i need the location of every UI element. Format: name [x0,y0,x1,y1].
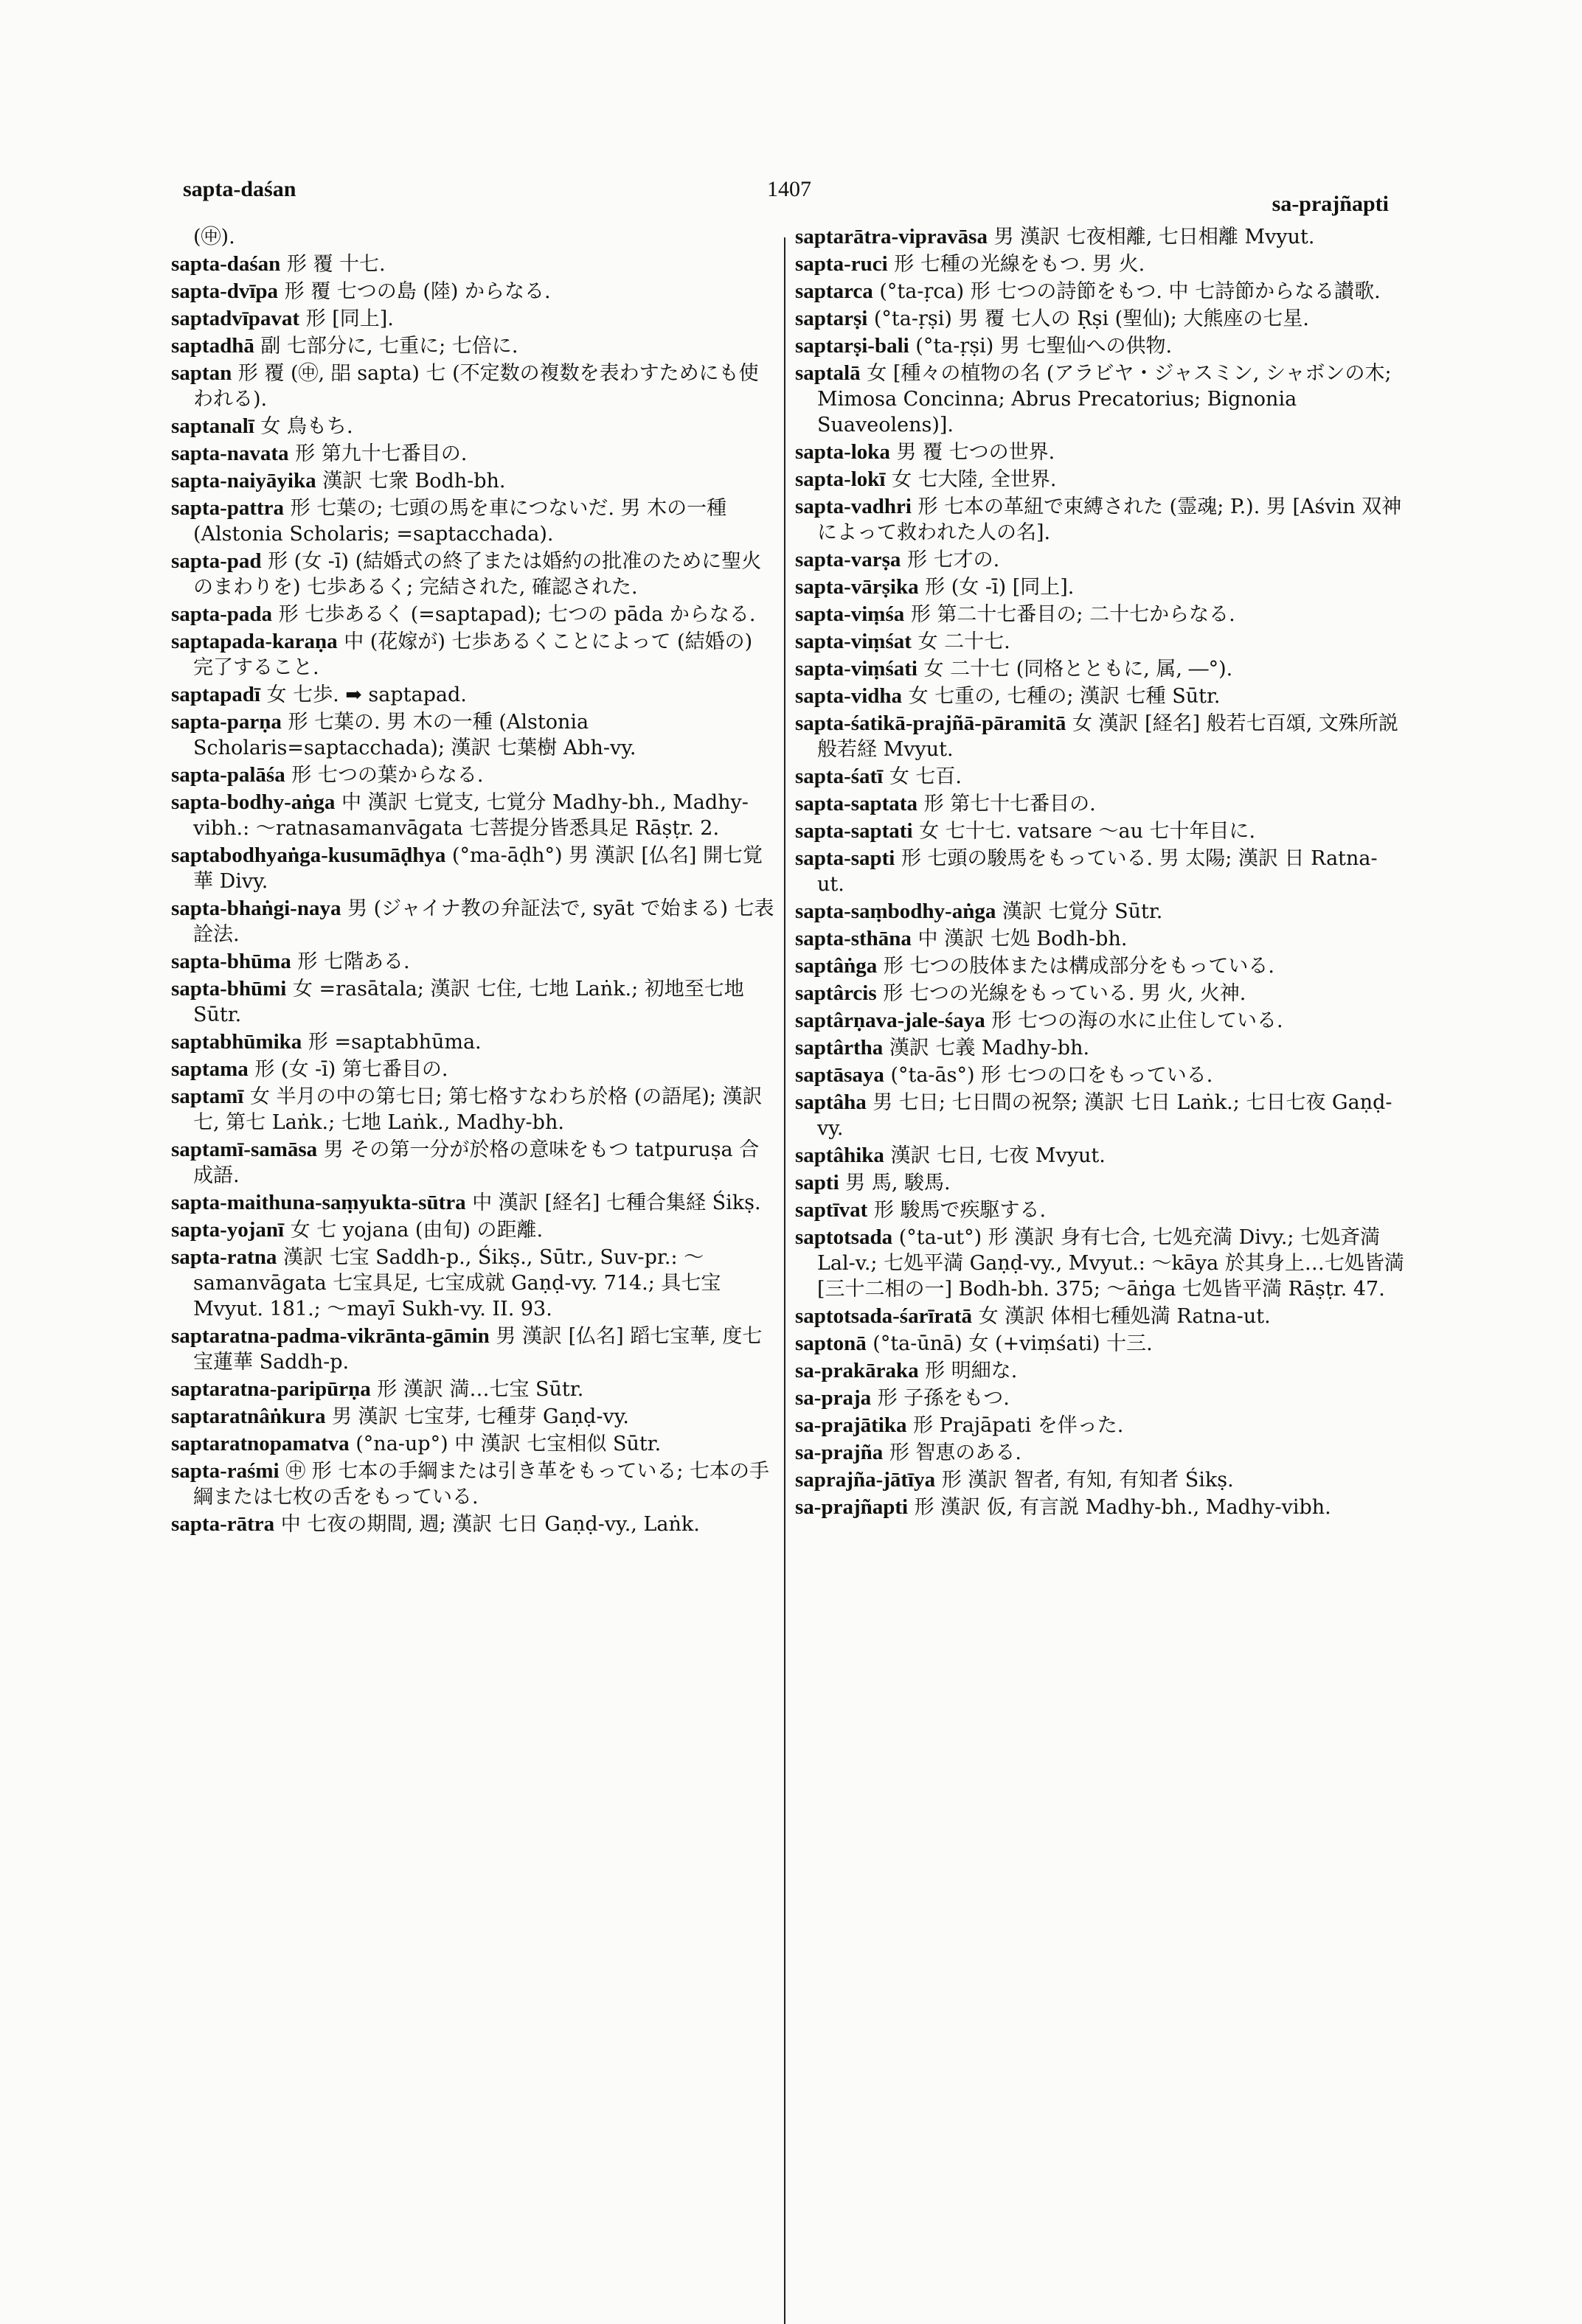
dictionary-entry [171,1245,776,1322]
headword: sapta-sapti [795,846,895,870]
definition: 漢訳 七日, 七夜 Mvyut. [890,1144,1106,1167]
dictionary-entry [795,711,1404,762]
definition: 中 七夜の期間, 週; 漢訳 七日 Gaṇḍ-vy., Laṅk. [280,1513,700,1536]
dictionary-entry [795,926,1404,952]
headword: sapta-śatī [795,765,884,788]
dictionary-entry [795,1331,1404,1357]
headword: sapta-saṃbodhy-aṅga [795,900,996,923]
definition: 形 (女 -ī) (結婚式の終了または婚約の批准のために聖火のまわりを) 七歩あるく; 完結された, 確認された. [193,550,762,599]
definition: 中 漢訳 [経名] 七種合集経 Śikṣ. [472,1191,761,1214]
definition: 男 漢訳 [仏名] 蹈七宝華, 度七宝蓮華 Saddh-p. [193,1325,763,1374]
headword: sapta-bhaṅgi-naya [171,897,341,920]
right-entry-list [795,224,1404,1520]
headword: saptotsada [795,1225,893,1249]
headword: saptâha [795,1090,867,1114]
headword: sapta-vadhri [795,495,912,518]
headword: sa-praja [795,1386,872,1410]
definition: 中 漢訳 七処 Bodh-bh. [917,928,1128,950]
definition: 形 駿馬で疾駆する. [873,1199,1047,1222]
headword: saptarātra-vipravāsa [795,225,988,248]
headword: saptīvat [795,1198,868,1222]
dictionary-entry [171,682,776,708]
definition: (°ta-ṛca) 形 七つの詩節をもつ. 中 七詩節からなる讃歌. [879,280,1381,303]
headword: saptârcis [795,981,877,1005]
headword: sapta-pada [171,602,272,626]
left-entry-list [171,251,776,1537]
dictionary-entry [795,439,1404,465]
dictionary-entry [795,953,1404,979]
dictionary-entry [171,1323,776,1375]
definition: 漢訳 七宝 Saddh-p., Śikṣ., Sūtr., Suv-pr.: ～samanvāgata 七宝具足, 七宝成就 Gaṇḍ-vy. 714.; 具七宝 Mvyut. 181.; ～mayī Sukh-vy. II. 93. [193,1246,721,1321]
headword: saptarṣi [795,307,868,330]
headword: sapta-palāśa [171,763,285,787]
headword: sapti [795,1171,839,1194]
headword: sapta-dvīpa [171,279,279,303]
headword: sapta-bhūma [171,950,291,973]
definition: 男 (ジャイナ教の弁証法で, syāt で始まる) 七表詮法. [193,897,774,946]
definition: 形 七葉の; 七頭の馬を車につないだ. 男 木の一種 (Alstonia Scholaris; =saptacchada). [193,497,727,546]
headword: sapta-bhūmi [171,977,287,1001]
definition: 女 七百. [889,765,962,788]
definition: 中 漢訳 七覚支, 七覚分 Madhy-bh., Madhy-vibh.: ～ratnasamanvāgata 七菩提分皆悉具足 Rāṣṭr. 2. [193,791,749,840]
definition: 形 七つの海の水に止住している. [991,1009,1283,1032]
definition: 女 七 yojana (由旬) の距離. [290,1219,544,1242]
definition: 形 (女 -ī) [同上]. [925,576,1075,599]
dictionary-entry [795,1062,1404,1088]
headword: sa-prakāraka [795,1359,919,1382]
definition: 男 その第一分が於格の意味をもつ tatpuruṣa 合成語. [193,1138,760,1187]
dictionary-entry [795,1170,1404,1196]
headword: saptaratnopamatva [171,1432,350,1455]
dictionary-entry [171,896,776,947]
headword: saptalā [795,361,861,385]
dictionary-entry [171,709,776,761]
headword: sapta-viṃśati [795,657,917,681]
headword: saptaratnâṅkura [171,1405,326,1428]
dictionary-entry [171,762,776,788]
dictionary-entry [795,306,1404,332]
definition: 形 七階ある. [297,950,410,973]
dictionary-entry [795,1225,1404,1302]
dictionary-entry [795,1090,1404,1141]
definition: 形 七つの肢体または構成部分をもっている. [883,955,1274,978]
definition: (°ma-āḍh°) 男 漢訳 [仏名] 開七覚華 Divy. [193,844,763,893]
page-header [0,0,1582,214]
dictionary-entry [795,224,1404,250]
headword: sapta-ratna [171,1245,277,1269]
definition: 形 七歩あるく (=saptapad); 七つの pāda からなる. [278,603,756,626]
dictionary-entry [171,1458,776,1510]
definition: 形 七つの葉からなる. [291,764,484,787]
dictionary-entry [795,1197,1404,1223]
headword: saptonā [795,1332,867,1355]
dictionary-entry [171,1431,776,1457]
definition: 男 漢訳 七夜相離, 七日相離 Mvyut. [993,226,1315,248]
definition: 形 明細な. [925,1360,1018,1382]
headword: saptapadī [171,683,260,706]
dictionary-entry [795,846,1404,897]
headword: sapta-pattra [171,496,285,520]
header-right-guideword: sa-prajñapti [1272,192,1389,216]
dictionary-entry [795,361,1404,438]
definition: 女 鳥もち. [260,415,353,438]
headword: saptârṇava-jale-śaya [795,1009,985,1032]
headword: sapta-parṇa [171,710,282,734]
headword: sapta-viṃśat [795,630,912,653]
dictionary-entry [795,899,1404,925]
definition: 女 漢訳 [経名] 般若七百頌, 文殊所説般若経 Mvyut. [817,712,1398,761]
headword: sa-prajñapti [795,1495,909,1519]
definition: 形 覆 七つの島 (陸) からなる. [284,280,551,303]
dictionary-entry [171,1511,776,1537]
dictionary-entry [171,1029,776,1055]
dictionary-entry [171,1217,776,1243]
dictionary-entry [795,1143,1404,1169]
dictionary-entry [795,1467,1404,1493]
definition: (°ta-ūnā) 女 (+viṃśati) 十三. [872,1332,1153,1355]
definition: 形 覆 (㊥, 㗊 sapta) 七 (不定数の複数を表わすためにも使われる). [193,362,759,411]
definition: 女 七十七. vatsare ～au 七十年目に. [919,820,1256,843]
headword: saptabodhyaṅga-kusumāḍhya [171,843,446,867]
definition: 女 [種々の植物の名 (アラビヤ・ジャスミン, シャボンの木; Mimosa Concinna; Abrus Precatorius; Bignonia Suaveolens)]. [817,362,1392,436]
dictionary-entry [171,251,776,277]
headword: saptāsaya [795,1063,884,1087]
headword: sapta-loka [795,440,890,464]
definition: 形 智恵のある. [889,1441,1021,1464]
headword: saptan [171,361,232,385]
headword: saptâṅga [795,954,878,978]
dictionary-entry [171,441,776,467]
headword: saptotsada-śarīratā [795,1304,973,1328]
dictionary-entry [795,333,1404,359]
headword: sa-prajātika [795,1413,907,1437]
definition: 女 =rasātala; 漢訳 七住, 七地 Laṅk.; 初地至七地 Sūtr. [193,978,744,1026]
dictionary-entry [795,279,1404,305]
definition: 形 (女 -ī) 第七番目の. [254,1058,448,1081]
definition: (°ta-ṛṣi) 男 覆 七人の Ṛṣi (聖仙); 大熊座の七星. [873,307,1309,330]
definition: 女 七重の, 七種の; 漢訳 七種 Sūtr. [908,685,1221,708]
definition: 形 [同上]. [305,307,394,330]
headword: saptabhūmika [171,1030,302,1054]
headword: saptama [171,1057,249,1081]
headword: sapta-śatikā-prajñā-pāramitā [795,712,1066,735]
dictionary-entry [171,602,776,627]
definition: 女 漢訳 体相七種処満 Ratna-ut. [978,1305,1271,1328]
headword: sapta-viṃśa [795,602,905,626]
headword: sapta-varṣa [795,548,901,571]
headword: saptarca [795,279,873,303]
headword: saptamī-samāsa [171,1138,318,1161]
dictionary-entry [795,764,1404,790]
definition: 形 第九十七番目の. [295,442,468,465]
headword: sapta-maithuna-saṃyukta-sūtra [171,1191,466,1214]
definition: 形 =saptabhūma. [308,1031,482,1054]
headword: sapta-naiyāyika [171,469,316,493]
definition: 男 漢訳 七宝芽, 七種芽 Gaṇḍ-vy. [332,1405,629,1428]
definition: 女 半月の中の第七日; 第七格すなわち於格 (の語尾); 漢訳 七, 第七 Laṅk.; 七地 Laṅk., Madhy-bh. [193,1085,763,1134]
definition: 形 第二十七番目の; 二十七からなる. [910,603,1235,626]
headword: saptanalī [171,414,254,438]
definition: (°ta-ut°) 形 漢訳 身有七合, 七処充満 Divy.; 七処斉満 Lal-v.; 七処平満 Gaṇḍ-vy., Mvyut.: ～kāya 於其身上…七処皆満 [三十二相の一] Bodh-bh. 375; ～āṅga 七処皆平満 Rāṣṭr. 47. [817,1226,1404,1301]
definition: 形 七種の光線をもつ. 男 火. [894,253,1145,276]
dictionary-entry [795,656,1404,682]
dictionary-entry [171,361,776,412]
headword: sapta-lokī [795,467,886,491]
headword: saptamī [171,1085,244,1108]
dictionary-entry [795,981,1404,1006]
dictionary-entry [795,494,1404,546]
headword: saptaratna-paripūrṇa [171,1377,371,1401]
headword: sapta-saptati [795,819,913,843]
headword: sapta-saptata [795,792,917,815]
definition: 形 覆 十七. [286,253,386,276]
column-divider [784,237,785,2324]
definition: 形 Prajāpati を伴った. [913,1414,1124,1437]
dictionary-entry [171,1404,776,1430]
dictionary-entry [171,949,776,975]
dictionary-entry [795,1385,1404,1411]
dictionary-entry [171,629,776,681]
dictionary-entry [795,467,1404,493]
headword: sapta-pad [171,549,262,573]
dictionary-entry [171,549,776,600]
definition: (°ta-ās°) 形 七つの口をもっている. [890,1064,1213,1087]
dictionary-entry [795,602,1404,627]
definition: (°ta-ṛṣi) 男 七聖仙への供物. [915,335,1173,358]
continuation-text: (㊥). [193,226,235,248]
dictionary-entry [795,791,1404,817]
definition: 女 七歩. ➡ saptapad. [266,683,467,706]
definition: 中 (花嫁が) 七歩あるくことによって (結婚の) 完了すること. [193,630,753,679]
definition: 男 七日; 七日間の祝祭; 漢訳 七日 Laṅk.; 七日七夜 Gaṇḍ-vy. [817,1091,1392,1140]
dictionary-entry [795,547,1404,573]
dictionary-entry [795,1358,1404,1384]
definition: 形 七つの光線をもっている. 男 火, 火神. [883,982,1246,1005]
page-number: 1407 [767,177,811,201]
dictionary-entry [795,683,1404,709]
dictionary-entry [171,468,776,494]
right-column [795,224,1404,1522]
dictionary-entry [171,1190,776,1216]
dictionary-entry [795,1495,1404,1520]
dictionary-entry [795,1413,1404,1438]
left-column [171,224,776,1539]
headword: saptârtha [795,1036,884,1060]
definition: (°na-up°) 中 漢訳 七宝相似 Sūtr. [355,1433,662,1455]
definition: 漢訳 七覚分 Sūtr. [1002,900,1163,923]
headword: sapta-navata [171,442,289,465]
headword: sapta-vārṣika [795,575,919,599]
definition: 形 七葉の. 男 木の一種 (Alstonia Scholaris=saptacchada); 漢訳 七葉樹 Abh-vy. [193,711,636,759]
headword: sapta-daśan [171,252,281,276]
dictionary-entry [171,1057,776,1082]
headword: saptarṣi-bali [795,334,909,358]
dictionary-entry [171,495,776,547]
definition: 女 二十七. [917,630,1010,653]
dictionary-entry [795,1304,1404,1329]
headword: saptâhika [795,1144,884,1167]
dictionary-entry [795,818,1404,844]
dictionary-entry [171,1377,776,1402]
definition: 形 七頭の駿馬をもっている. 男 太陽; 漢訳 日 Ratna-ut. [817,847,1378,896]
dictionary-entry [795,1035,1404,1061]
headword: sapta-ruci [795,252,888,276]
definition: 形 七本の革紐で束縛された (霊魂; P.). 男 [Aśvin 双神によって救われた人の名]. [817,495,1402,544]
dictionary-entry [795,574,1404,600]
headword: sapta-yojanī [171,1218,285,1242]
headword: sapta-sthāna [795,927,912,950]
headword: saptapada-karaṇa [171,630,338,653]
headword: saprajña-jātīya [795,1468,936,1492]
definition: 漢訳 七義 Madhy-bh. [889,1037,1090,1060]
headword: sapta-vidha [795,684,903,708]
dictionary-entry [171,279,776,305]
dictionary-entry [171,843,776,894]
headword: sapta-rātra [171,1512,275,1536]
dictionary-entry [795,1440,1404,1466]
definition: 副 七部分に, 七重に; 七倍に. [260,335,518,358]
dictionary-entry [795,629,1404,655]
headword: sa-prajña [795,1441,884,1464]
headword: saptaratna-padma-vikrānta-gāmin [171,1324,490,1348]
headword: sapta-raśmi [171,1459,280,1483]
definition: 女 七大陸, 全世界. [892,468,1057,491]
dictionary-entry [171,1084,776,1135]
dictionary-entry [171,790,776,841]
definition: 形 漢訳 智者, 有知, 有知者 Śikṣ. [941,1469,1234,1492]
header-left-guideword: sapta-daśan [183,177,296,201]
definition: 男 馬, 駿馬. [845,1172,951,1194]
definition: 女 二十七 (同格とともに, 属, ―°). [923,658,1233,681]
definition: 漢訳 七衆 Bodh-bh. [322,470,506,493]
definition: 形 漢訳 満…七宝 Sūtr. [377,1378,584,1401]
dictionary-entry [171,414,776,439]
definition: ㊥ 形 七本の手綱または引き革をもっている; 七本の手綱または七枚の舌をもっている. [193,1460,770,1509]
dictionary-entry [795,1008,1404,1034]
dictionary-entry [171,333,776,359]
dictionary-entry [171,976,776,1028]
definition: 形 七才の. [906,549,1000,571]
definition: 男 覆 七つの世界. [896,441,1055,464]
dictionary-entry [171,1137,776,1189]
dictionary-entry [795,251,1404,277]
headword: saptadhā [171,334,254,358]
definition: 形 第七十七番目の. [923,793,1096,815]
headword: sapta-bodhy-aṅga [171,790,336,814]
dictionary-entry [171,306,776,332]
definition: 形 漢訳 仮, 有言説 Madhy-bh., Madhy-vibh. [914,1496,1331,1519]
headword: saptadvīpavat [171,307,300,330]
definition: 形 子孫をもつ. [877,1387,1010,1410]
